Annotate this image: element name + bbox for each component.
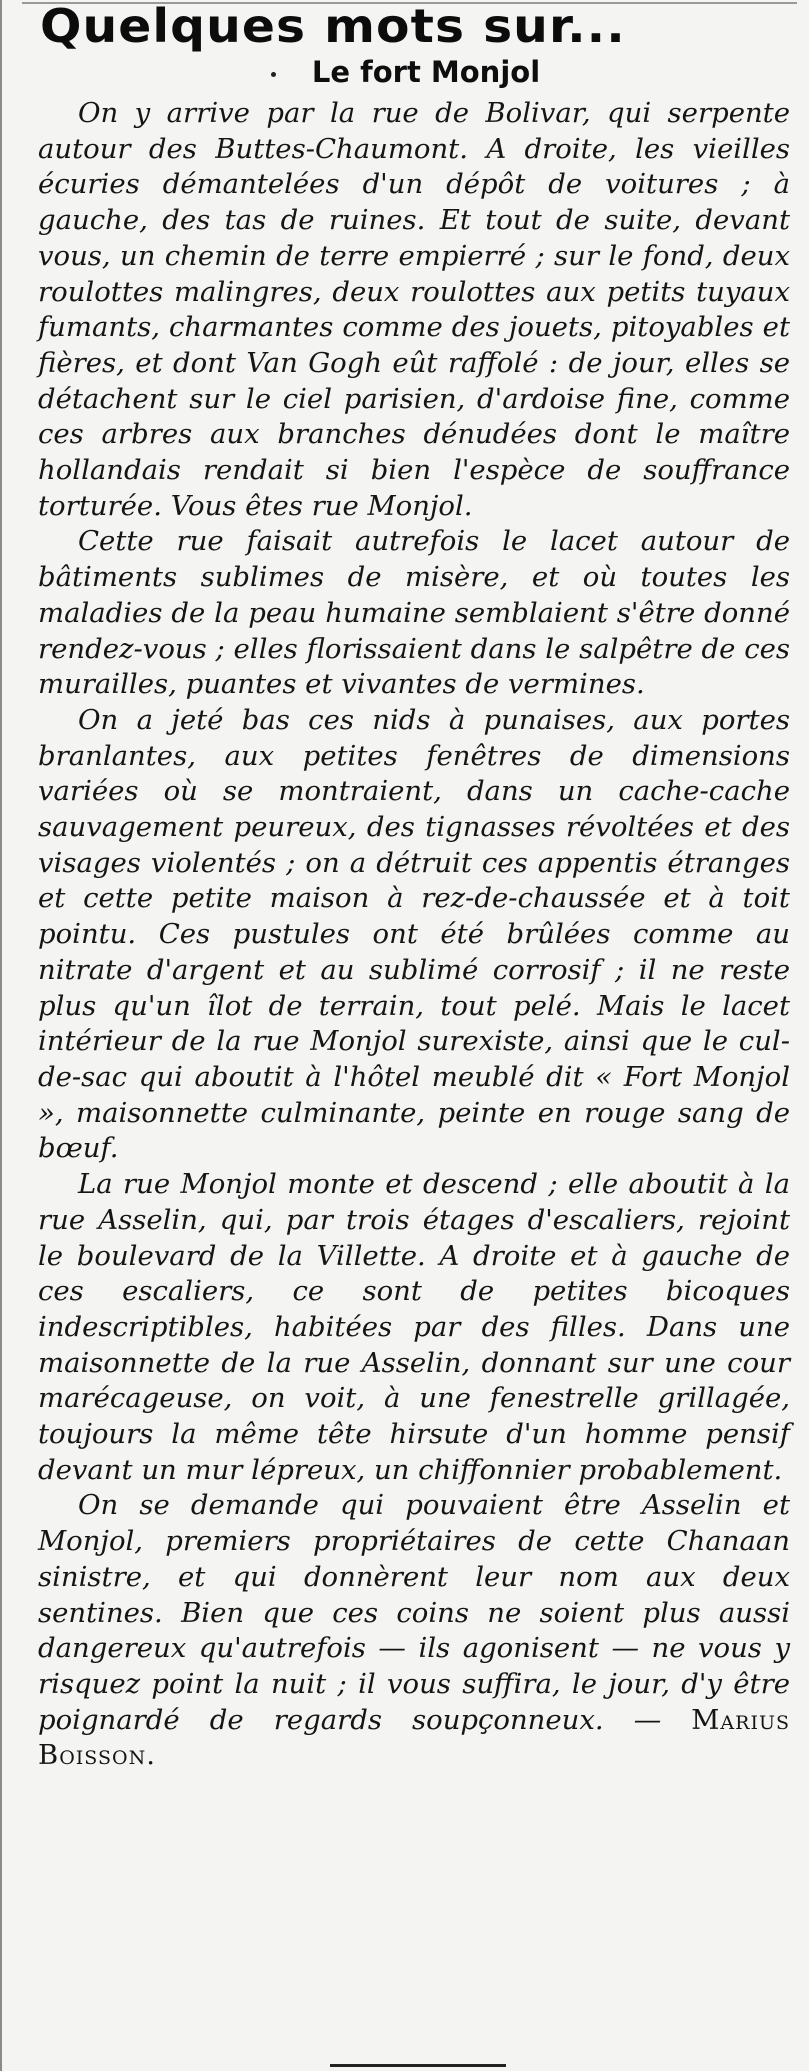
- article-body: [38, 96, 790, 1774]
- paragraph-1: On y arrive par la rue de Bolivar, qui serpente autour des Buttes-Chaumont. A droite, les vieilles écuries démantelées d'un dépôt de voitures ; à gauche, des tas de ruines. Et tout de suite, devant vous, un chemin de terre empierré ; sur le fond, deux roulottes malingres, deux roulottes aux petits tuyaux fumants, charmantes comme des jouets, pitoyables et fières, et dont Van Gogh eût raffolé : de jour, elles se détachent sur le ciel parisien, d'ardoise fine, comme ces arbres aux branches dénudées dont le maître hollandais rendait si bien l'espèce de souffrance torturée. Vous êtes rue Monjol.: [38, 97, 790, 522]
- paragraph-2: Cette rue faisait autrefois le lacet autour de bâtiments sublimes de misère, et où toutes les maladies de la peau humaine semblaient s'être donné rendez-vous ; elles florissaient dans le salpêtre de ces murailles, puantes et vivantes de vermines.: [38, 525, 790, 701]
- paragraph-3: On a jeté bas ces nids à punaises, aux portes branlantes, aux petites fenêtres de dimensions variées où se montraient, dans un cache-cache sauvagement peureux, des tignasses révoltées et des visages violentés ; on a détruit ces appentis étranges et cette petite maison à rez-de-chaussée et à toit pointu. Ces pustules ont été brûlées comme au nitrate d'argent et au sublimé corrosif ; il ne reste plus qu'un îlot de terrain, tout pelé. Mais le lacet intérieur de la rue Monjol surexiste, ainsi que le cul-de-sac qui aboutit à l'hôtel meublé dit « Fort Monjol », maisonnette culminante, peinte en rouge sang de bœuf.: [38, 703, 790, 1165]
- headline: Quelques mots sur...: [40, 0, 626, 53]
- bullet-dot: [271, 72, 276, 77]
- author-signature: Marius Boisson.: [38, 1703, 790, 1772]
- subheadline-row: [2, 52, 809, 92]
- paragraph-5-text: On se demande qui pouvaient être Asselin et Monjol, premiers propriétaires de cette Chanaan sinistre, et qui donnèrent leur nom aux deux sentines. Bien que ces coins ne soient plus aussi dangereux qu'autrefois — ils agonisent — ne vous y risquez point la nuit ; il vous suffira, le jour, d'y être poignardé de regards soupçonneux. —: [38, 1489, 790, 1736]
- subheadline: Le fort Monjol: [311, 55, 541, 89]
- paragraph-5: [38, 1488, 790, 1774]
- bottom-rule: [330, 2064, 506, 2067]
- paragraph-4: La rue Monjol monte et descend ; elle aboutit à la rue Asselin, qui, par trois étages d'escaliers, rejoint le boulevard de la Villette. A droite et à gauche de ces escaliers, ce sont de petites bicoques indescriptibles, habitées par des filles. Dans une maisonnette de la rue Asselin, donnant sur une cour marécageuse, on voit, à une fenestrelle grillagée, toujours la même tête hirsute d'un homme pensif devant un mur lépreux, un chiffonnier probablement.: [38, 1168, 790, 1486]
